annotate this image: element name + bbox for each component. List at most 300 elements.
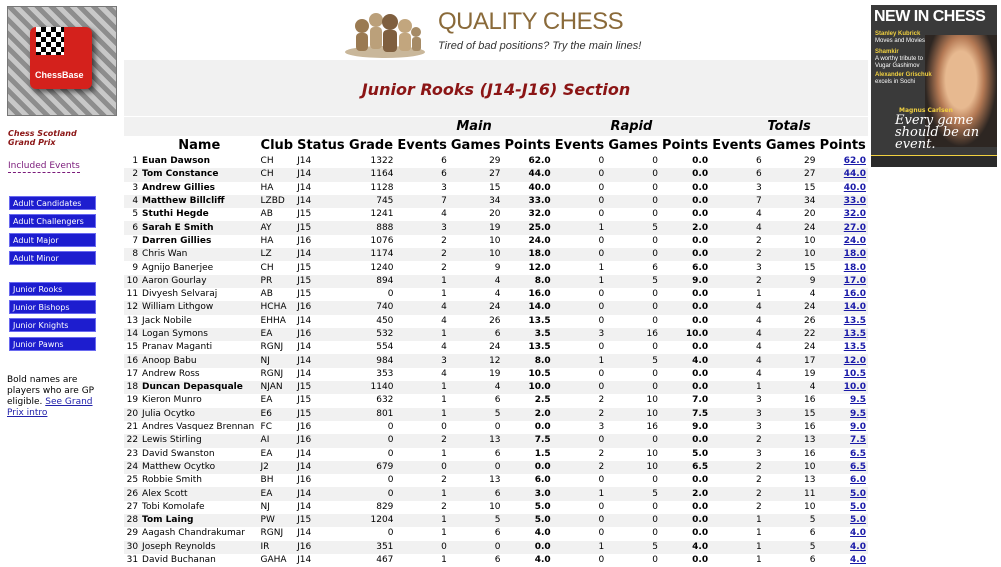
- rapid-points-cell: 0.0: [692, 528, 709, 539]
- total-points-cell: [817, 541, 868, 554]
- quality-chess-title: QUALITY CHESS: [438, 8, 624, 35]
- main-points-cell: 13.5: [528, 315, 551, 326]
- club-cell: HCHA: [259, 301, 296, 314]
- club-cell: RGNJ: [260, 342, 284, 353]
- total-points-link[interactable]: 17.0: [843, 275, 866, 286]
- nic-blurb-sub: excels in Sochi: [875, 79, 916, 85]
- club-cell: HA: [260, 235, 274, 246]
- club-cell: CH: [260, 262, 274, 273]
- col-header-rapid-events: Events: [553, 136, 607, 155]
- total-games-cell: 22: [764, 328, 818, 341]
- total-points-link[interactable]: 16.0: [843, 289, 866, 300]
- grade-cell: 984: [347, 354, 396, 367]
- player-name-cell: David Swanston: [142, 448, 215, 459]
- main-points-cell: 62.0: [528, 156, 551, 167]
- rapid-events-cell: 0: [553, 434, 607, 447]
- rapid-points-cell: 9.0: [660, 275, 710, 288]
- rank-cell: 12: [124, 301, 140, 314]
- player-name-cell: Matthew Billcliff: [140, 195, 258, 208]
- total-points-cell: [817, 221, 868, 234]
- rapid-games-cell: 10: [646, 395, 658, 406]
- total-games-cell: 9: [764, 275, 818, 288]
- total-events-cell: 7: [710, 195, 764, 208]
- rapid-events-cell: 1: [598, 262, 605, 273]
- rapid-events-cell: 1: [553, 541, 607, 554]
- total-points-link[interactable]: 62.0: [843, 156, 866, 167]
- table-row: [124, 328, 868, 341]
- rank-cell: 23: [126, 448, 139, 459]
- total-events-cell: 2: [756, 235, 762, 246]
- rapid-games-cell: 5: [606, 221, 660, 234]
- table-row: [124, 514, 868, 527]
- club-cell: RGNJ: [260, 528, 284, 539]
- rapid-points-cell: 0.0: [660, 168, 710, 181]
- total-games-cell: 19: [804, 368, 816, 379]
- total-points-link[interactable]: 18.0: [843, 262, 866, 273]
- main-points-cell: 6.0: [534, 475, 551, 486]
- total-events-cell: 6: [710, 168, 764, 181]
- status-cell: J14: [295, 168, 347, 181]
- section-title: Junior Rooks (J14-J16) Section: [361, 80, 631, 99]
- rank-cell: 7: [132, 235, 139, 246]
- status-cell: J14: [297, 528, 312, 539]
- total-points-link[interactable]: 33.0: [843, 196, 866, 207]
- player-name-cell: Pranav Maganti: [142, 342, 213, 353]
- rapid-points-cell: 0.0: [660, 301, 710, 314]
- status-cell: J16: [295, 301, 347, 314]
- rapid-events-cell: 1: [553, 354, 607, 367]
- player-name-cell: Kieron Munro: [142, 395, 202, 406]
- total-points-link[interactable]: 5.0: [850, 515, 866, 526]
- main-events-cell: 4: [441, 209, 447, 220]
- total-points-link[interactable]: 10.0: [843, 382, 866, 393]
- main-games-cell: 0: [494, 422, 501, 433]
- status-cell: J16: [295, 328, 347, 341]
- rapid-events-cell: 0: [598, 182, 605, 193]
- nic-blurb-sub: Moves and Movies: [875, 38, 926, 44]
- nav-junior-rooks-button[interactable]: Junior Rooks: [9, 282, 96, 296]
- status-cell: J16: [297, 422, 312, 433]
- main-events-cell: 2: [395, 434, 448, 447]
- table-row: [124, 527, 868, 540]
- nav-adult-challengers-button[interactable]: Adult Challengers: [9, 214, 96, 228]
- rapid-games-cell: 0: [652, 475, 658, 486]
- main-events-cell: 3: [441, 182, 447, 193]
- nav-adult-candidates-button[interactable]: Adult Candidates: [9, 196, 96, 210]
- status-cell: J15: [297, 395, 312, 406]
- club-cell: AY: [259, 221, 296, 234]
- rapid-events-cell: 0: [598, 555, 605, 566]
- main-events-cell: 2: [441, 501, 447, 512]
- rapid-games-cell: 5: [606, 354, 660, 367]
- total-events-cell: 4: [710, 354, 764, 367]
- main-games-cell: 0: [449, 541, 503, 554]
- status-cell: J15: [295, 381, 347, 394]
- club-cell: AI: [259, 434, 296, 447]
- total-points-link[interactable]: 32.0: [843, 209, 866, 220]
- grade-cell: 351: [347, 541, 396, 554]
- total-events-cell: 3: [756, 448, 762, 459]
- main-events-cell: 4: [441, 342, 447, 353]
- total-games-cell: 10: [764, 248, 818, 261]
- status-cell: J14: [297, 182, 312, 193]
- new-in-chess-masthead: NEW IN CHESS: [874, 8, 986, 25]
- rapid-points-cell: 6.0: [692, 262, 709, 273]
- total-points-link[interactable]: 13.5: [843, 315, 866, 326]
- col-header-main-points: Points: [504, 138, 551, 153]
- rapid-points-cell: 9.0: [692, 422, 709, 433]
- col-header-total-events: Events: [710, 136, 764, 155]
- total-points-cell: [817, 328, 868, 341]
- club-cell: HA: [260, 182, 274, 193]
- total-points-link[interactable]: 6.0: [850, 475, 866, 486]
- main-events-cell: 2: [441, 475, 447, 486]
- included-events-link[interactable]: Included Events: [8, 161, 80, 171]
- main-games-cell: 9: [494, 262, 501, 273]
- rapid-points-cell: 0.0: [692, 235, 709, 246]
- total-points-link[interactable]: 18.0: [843, 249, 866, 260]
- rank-cell: 19: [126, 395, 139, 406]
- main-games-cell: 19: [489, 368, 501, 379]
- total-games-cell: 13: [764, 434, 818, 447]
- main-points-cell: 14.0: [503, 301, 553, 314]
- rapid-points-cell: 2.0: [660, 221, 710, 234]
- table-row: [124, 368, 868, 381]
- rank-cell: 6: [124, 221, 140, 234]
- main-events-cell: 4: [441, 315, 447, 326]
- total-points-cell: [817, 182, 868, 195]
- player-name-cell: Jack Nobile: [142, 315, 192, 326]
- nic-blurb: [875, 31, 935, 45]
- total-points-cell: [817, 368, 868, 381]
- total-events-cell: 4: [756, 209, 762, 220]
- rapid-points-cell: 4.0: [660, 354, 710, 367]
- total-events-cell: 3: [756, 422, 762, 433]
- rapid-events-cell: 3: [553, 328, 607, 341]
- total-games-cell: 34: [764, 195, 818, 208]
- new-in-chess-ad[interactable]: [871, 5, 997, 167]
- total-points-link[interactable]: 13.5: [843, 342, 866, 353]
- grade-cell: 532: [347, 328, 396, 341]
- rapid-events-cell: 1: [553, 275, 607, 288]
- total-points-cell: [817, 514, 868, 527]
- total-points-link[interactable]: 4.0: [850, 555, 866, 566]
- col-header-rank: [124, 136, 140, 155]
- main-events-cell: 6: [441, 156, 447, 167]
- main-events-cell: 1: [441, 448, 447, 459]
- total-games-cell: 10: [804, 235, 816, 246]
- total-games-cell: 4: [809, 289, 816, 300]
- grade-cell: 888: [347, 221, 396, 234]
- total-points-link[interactable]: 27.0: [843, 222, 866, 233]
- rapid-events-cell: 0: [598, 368, 605, 379]
- rapid-points-cell: 7.5: [660, 408, 710, 421]
- total-games-cell: 24: [764, 301, 818, 314]
- rank-cell: 22: [124, 434, 140, 447]
- main-games-cell: 15: [489, 182, 501, 193]
- nic-cover-name: Magnus Carlsen: [899, 107, 953, 114]
- total-games-cell: 17: [764, 354, 818, 367]
- status-cell: J16: [297, 475, 312, 486]
- rapid-events-cell: 0: [598, 289, 605, 300]
- rapid-games-cell: 0: [652, 209, 658, 220]
- rank-cell: 16: [124, 354, 140, 367]
- total-points-link[interactable]: 5.0: [850, 488, 866, 499]
- total-points-link[interactable]: 24.0: [843, 235, 866, 246]
- main-points-cell: 4.0: [534, 555, 551, 566]
- status-cell: J14: [297, 501, 312, 512]
- main-events-cell: 1: [441, 395, 447, 406]
- rapid-games-cell: 0: [652, 289, 658, 300]
- rapid-games-cell: 0: [652, 501, 658, 512]
- total-events-cell: 3: [710, 408, 764, 421]
- grade-cell: 1140: [347, 381, 396, 394]
- total-points-link[interactable]: 13.5: [843, 329, 866, 339]
- total-points-link[interactable]: 6.5: [850, 461, 866, 472]
- club-cell: EA: [259, 487, 296, 500]
- main-events-cell: 4: [441, 368, 447, 379]
- status-cell: J14: [297, 448, 312, 459]
- grade-cell: 1174: [347, 248, 396, 261]
- total-points-link[interactable]: 14.0: [843, 302, 866, 313]
- rapid-events-cell: 0: [598, 528, 605, 539]
- rapid-games-cell: 0: [652, 182, 658, 193]
- total-points-cell: [817, 527, 868, 540]
- main-games-cell: 4: [494, 289, 501, 300]
- group-header-rapid: Rapid: [553, 117, 710, 136]
- total-points-link[interactable]: 10.5: [843, 368, 866, 379]
- total-points-cell: [817, 261, 868, 274]
- club-cell: NJAN: [259, 381, 296, 394]
- main-events-cell: 2: [441, 262, 447, 273]
- player-name-cell: William Lithgow: [140, 301, 258, 314]
- total-events-cell: 2: [756, 475, 762, 486]
- status-cell: J14: [297, 368, 312, 379]
- player-name-cell: Julia Ocytko: [140, 408, 258, 421]
- rapid-events-cell: 0: [553, 514, 607, 527]
- main-events-cell: 7: [395, 195, 448, 208]
- total-events-cell: 1: [756, 289, 762, 300]
- main-games-cell: 6: [494, 528, 501, 539]
- grade-cell: 745: [347, 195, 396, 208]
- grade-cell: 894: [347, 275, 396, 288]
- status-cell: J15: [297, 262, 312, 273]
- rapid-events-cell: 0: [598, 235, 605, 246]
- total-events-cell: 6: [756, 156, 762, 167]
- nav-junior-knights-button[interactable]: Junior Knights: [9, 318, 96, 332]
- player-name-cell: Logan Symons: [140, 328, 258, 341]
- player-name-cell: David Buchanan: [142, 555, 216, 566]
- rapid-points-cell: 0.0: [660, 381, 710, 394]
- quality-chess-tagline: Tired of bad positions? Try the main lines!: [438, 40, 642, 52]
- main-events-cell: 0: [395, 541, 448, 554]
- total-games-cell: 11: [764, 487, 818, 500]
- status-cell: J14: [297, 156, 312, 167]
- main-games-cell: 4: [449, 381, 503, 394]
- total-points-link[interactable]: 5.0: [850, 501, 866, 512]
- main-games-cell: 34: [449, 195, 503, 208]
- total-points-link[interactable]: 6.5: [850, 448, 866, 459]
- rank-cell: 11: [126, 289, 139, 300]
- rank-cell: 1: [132, 156, 139, 167]
- table-row: [124, 394, 868, 407]
- rapid-points-cell: 0.0: [692, 475, 709, 486]
- status-cell: J15: [295, 408, 347, 421]
- total-points-link[interactable]: 7.5: [850, 435, 866, 446]
- total-events-cell: 2: [756, 501, 762, 512]
- total-games-cell: 10: [764, 461, 818, 474]
- grade-cell: 829: [376, 501, 394, 512]
- total-games-cell: 13: [804, 475, 816, 486]
- total-games-cell: 27: [764, 168, 818, 181]
- club-cell: CH: [259, 168, 296, 181]
- total-games-cell: 4: [764, 381, 818, 394]
- rapid-games-cell: 0: [606, 434, 660, 447]
- total-points-link[interactable]: 4.0: [850, 528, 866, 539]
- table-row: [124, 235, 868, 248]
- club-cell: NJ: [259, 354, 296, 367]
- main-points-cell: 0.0: [503, 541, 553, 554]
- column-header-row: [124, 136, 868, 155]
- nic-blurb-head: Shamkir: [875, 49, 899, 55]
- rank-cell: 28: [124, 514, 140, 527]
- club-cell: IR: [259, 541, 296, 554]
- rapid-points-cell: 6.5: [660, 461, 710, 474]
- main-games-cell: 19: [449, 221, 503, 234]
- status-cell: J16: [295, 434, 347, 447]
- table-row: [124, 208, 868, 221]
- total-games-cell: 6: [809, 528, 816, 539]
- nav-adult-minor-button[interactable]: Adult Minor: [9, 251, 96, 265]
- club-cell: EA: [260, 448, 273, 459]
- nav-junior-bishops-button[interactable]: Junior Bishops: [9, 300, 96, 314]
- grade-cell: 1204: [347, 514, 396, 527]
- total-points-cell: [817, 474, 868, 487]
- rapid-points-cell: 0.0: [660, 248, 710, 261]
- total-points-cell: [817, 248, 868, 261]
- main-events-cell: 3: [395, 354, 448, 367]
- rank-cell: 25: [126, 475, 139, 486]
- rapid-games-cell: 6: [652, 262, 658, 273]
- chessbase-logo[interactable]: [7, 6, 117, 116]
- total-points-cell: [817, 487, 868, 500]
- total-points-cell: [817, 501, 868, 514]
- total-points-link[interactable]: 44.0: [843, 169, 866, 180]
- grade-cell: 679: [347, 461, 396, 474]
- total-points-link[interactable]: 9.0: [850, 422, 866, 433]
- rank-cell: 4: [124, 195, 140, 208]
- gp-note-text: Bold names are players who are GP eligible.: [7, 375, 95, 407]
- main-points-cell: 3.5: [503, 328, 553, 341]
- main-content: [124, 60, 868, 566]
- grade-cell: 467: [376, 555, 394, 566]
- nic-blurb-sub: A worthy tribute to Vugar Gashimov: [875, 56, 924, 69]
- club-cell: NJ: [260, 501, 270, 512]
- col-header-name: Name: [140, 136, 258, 155]
- rapid-events-cell: 2: [553, 461, 607, 474]
- rapid-events-cell: 2: [598, 395, 605, 406]
- main-games-cell: 6: [494, 555, 501, 566]
- total-points-link[interactable]: 9.5: [850, 395, 866, 406]
- rank-cell: 29: [126, 528, 139, 539]
- main-points-cell: 8.0: [503, 354, 553, 367]
- player-name-cell: Darren Gillies: [142, 235, 212, 246]
- main-points-cell: 0.0: [503, 461, 553, 474]
- grand-prix-intro-link[interactable]: See Grand Prix intro: [7, 397, 93, 418]
- player-name-cell: Anoop Babu: [140, 354, 258, 367]
- status-cell: J14: [297, 315, 312, 326]
- main-points-cell: 32.0: [528, 209, 551, 220]
- main-games-cell: 6: [494, 395, 501, 406]
- rapid-points-cell: 0.0: [660, 195, 710, 208]
- chess-pawns-icon: [342, 6, 428, 58]
- club-cell: PW: [259, 514, 296, 527]
- total-points-link[interactable]: 9.5: [850, 408, 866, 419]
- nic-blurb-head: Stanley Kubrick: [875, 31, 921, 37]
- total-points-link[interactable]: 4.0: [850, 541, 866, 552]
- grade-cell: 1240: [370, 262, 394, 273]
- col-header-total-games: Games: [764, 136, 818, 155]
- player-name-cell: Matthew Ocytko: [140, 461, 258, 474]
- group-header-totals: Totals: [710, 117, 868, 136]
- player-name-cell: Robbie Smith: [142, 475, 202, 486]
- main-events-cell: 1: [395, 275, 448, 288]
- grade-cell: 450: [376, 315, 394, 326]
- grade-cell: 1128: [370, 182, 394, 193]
- club-cell: EHHA: [260, 315, 286, 326]
- rapid-points-cell: 0.0: [692, 156, 709, 167]
- total-events-cell: 2: [710, 275, 764, 288]
- main-games-cell: 6: [449, 487, 503, 500]
- grade-cell: 0: [387, 475, 394, 486]
- total-events-cell: 4: [710, 221, 764, 234]
- total-points-link[interactable]: 12.0: [843, 355, 866, 366]
- total-points-cell: [817, 275, 868, 288]
- total-events-cell: 1: [710, 381, 764, 394]
- player-name-cell: Agnijo Banerjee: [142, 262, 214, 273]
- nav-junior-pawns-button[interactable]: Junior Pawns: [9, 337, 96, 351]
- main-games-cell: 24: [449, 301, 503, 314]
- table-row: [124, 155, 868, 168]
- rapid-games-cell: 0: [606, 301, 660, 314]
- rank-cell: 2: [124, 168, 140, 181]
- table-row: [124, 288, 868, 301]
- rank-cell: 27: [126, 501, 139, 512]
- standings-table: [124, 117, 868, 567]
- status-cell: J14: [295, 487, 347, 500]
- status-cell: J15: [295, 514, 347, 527]
- nav-adult-major-button[interactable]: Adult Major: [9, 233, 96, 247]
- rapid-games-cell: 5: [606, 487, 660, 500]
- rapid-games-cell: 0: [606, 248, 660, 261]
- rank-cell: 5: [132, 209, 139, 220]
- total-games-cell: 15: [764, 408, 818, 421]
- player-name-cell: Andrew Gillies: [142, 182, 216, 193]
- quality-chess-ad[interactable]: [340, 4, 670, 60]
- total-points-link[interactable]: 40.0: [843, 182, 866, 193]
- rapid-points-cell: 0.0: [692, 289, 709, 300]
- rapid-events-cell: 0: [553, 301, 607, 314]
- rank-cell: 14: [124, 328, 140, 341]
- table-row: [124, 195, 868, 208]
- total-events-cell: 3: [756, 395, 762, 406]
- rapid-games-cell: 0: [606, 168, 660, 181]
- main-points-cell: 44.0: [503, 168, 553, 181]
- rank-cell: 26: [124, 487, 140, 500]
- main-points-cell: 16.0: [528, 289, 551, 300]
- total-games-cell: 6: [809, 555, 816, 566]
- rapid-events-cell: 0: [598, 475, 605, 486]
